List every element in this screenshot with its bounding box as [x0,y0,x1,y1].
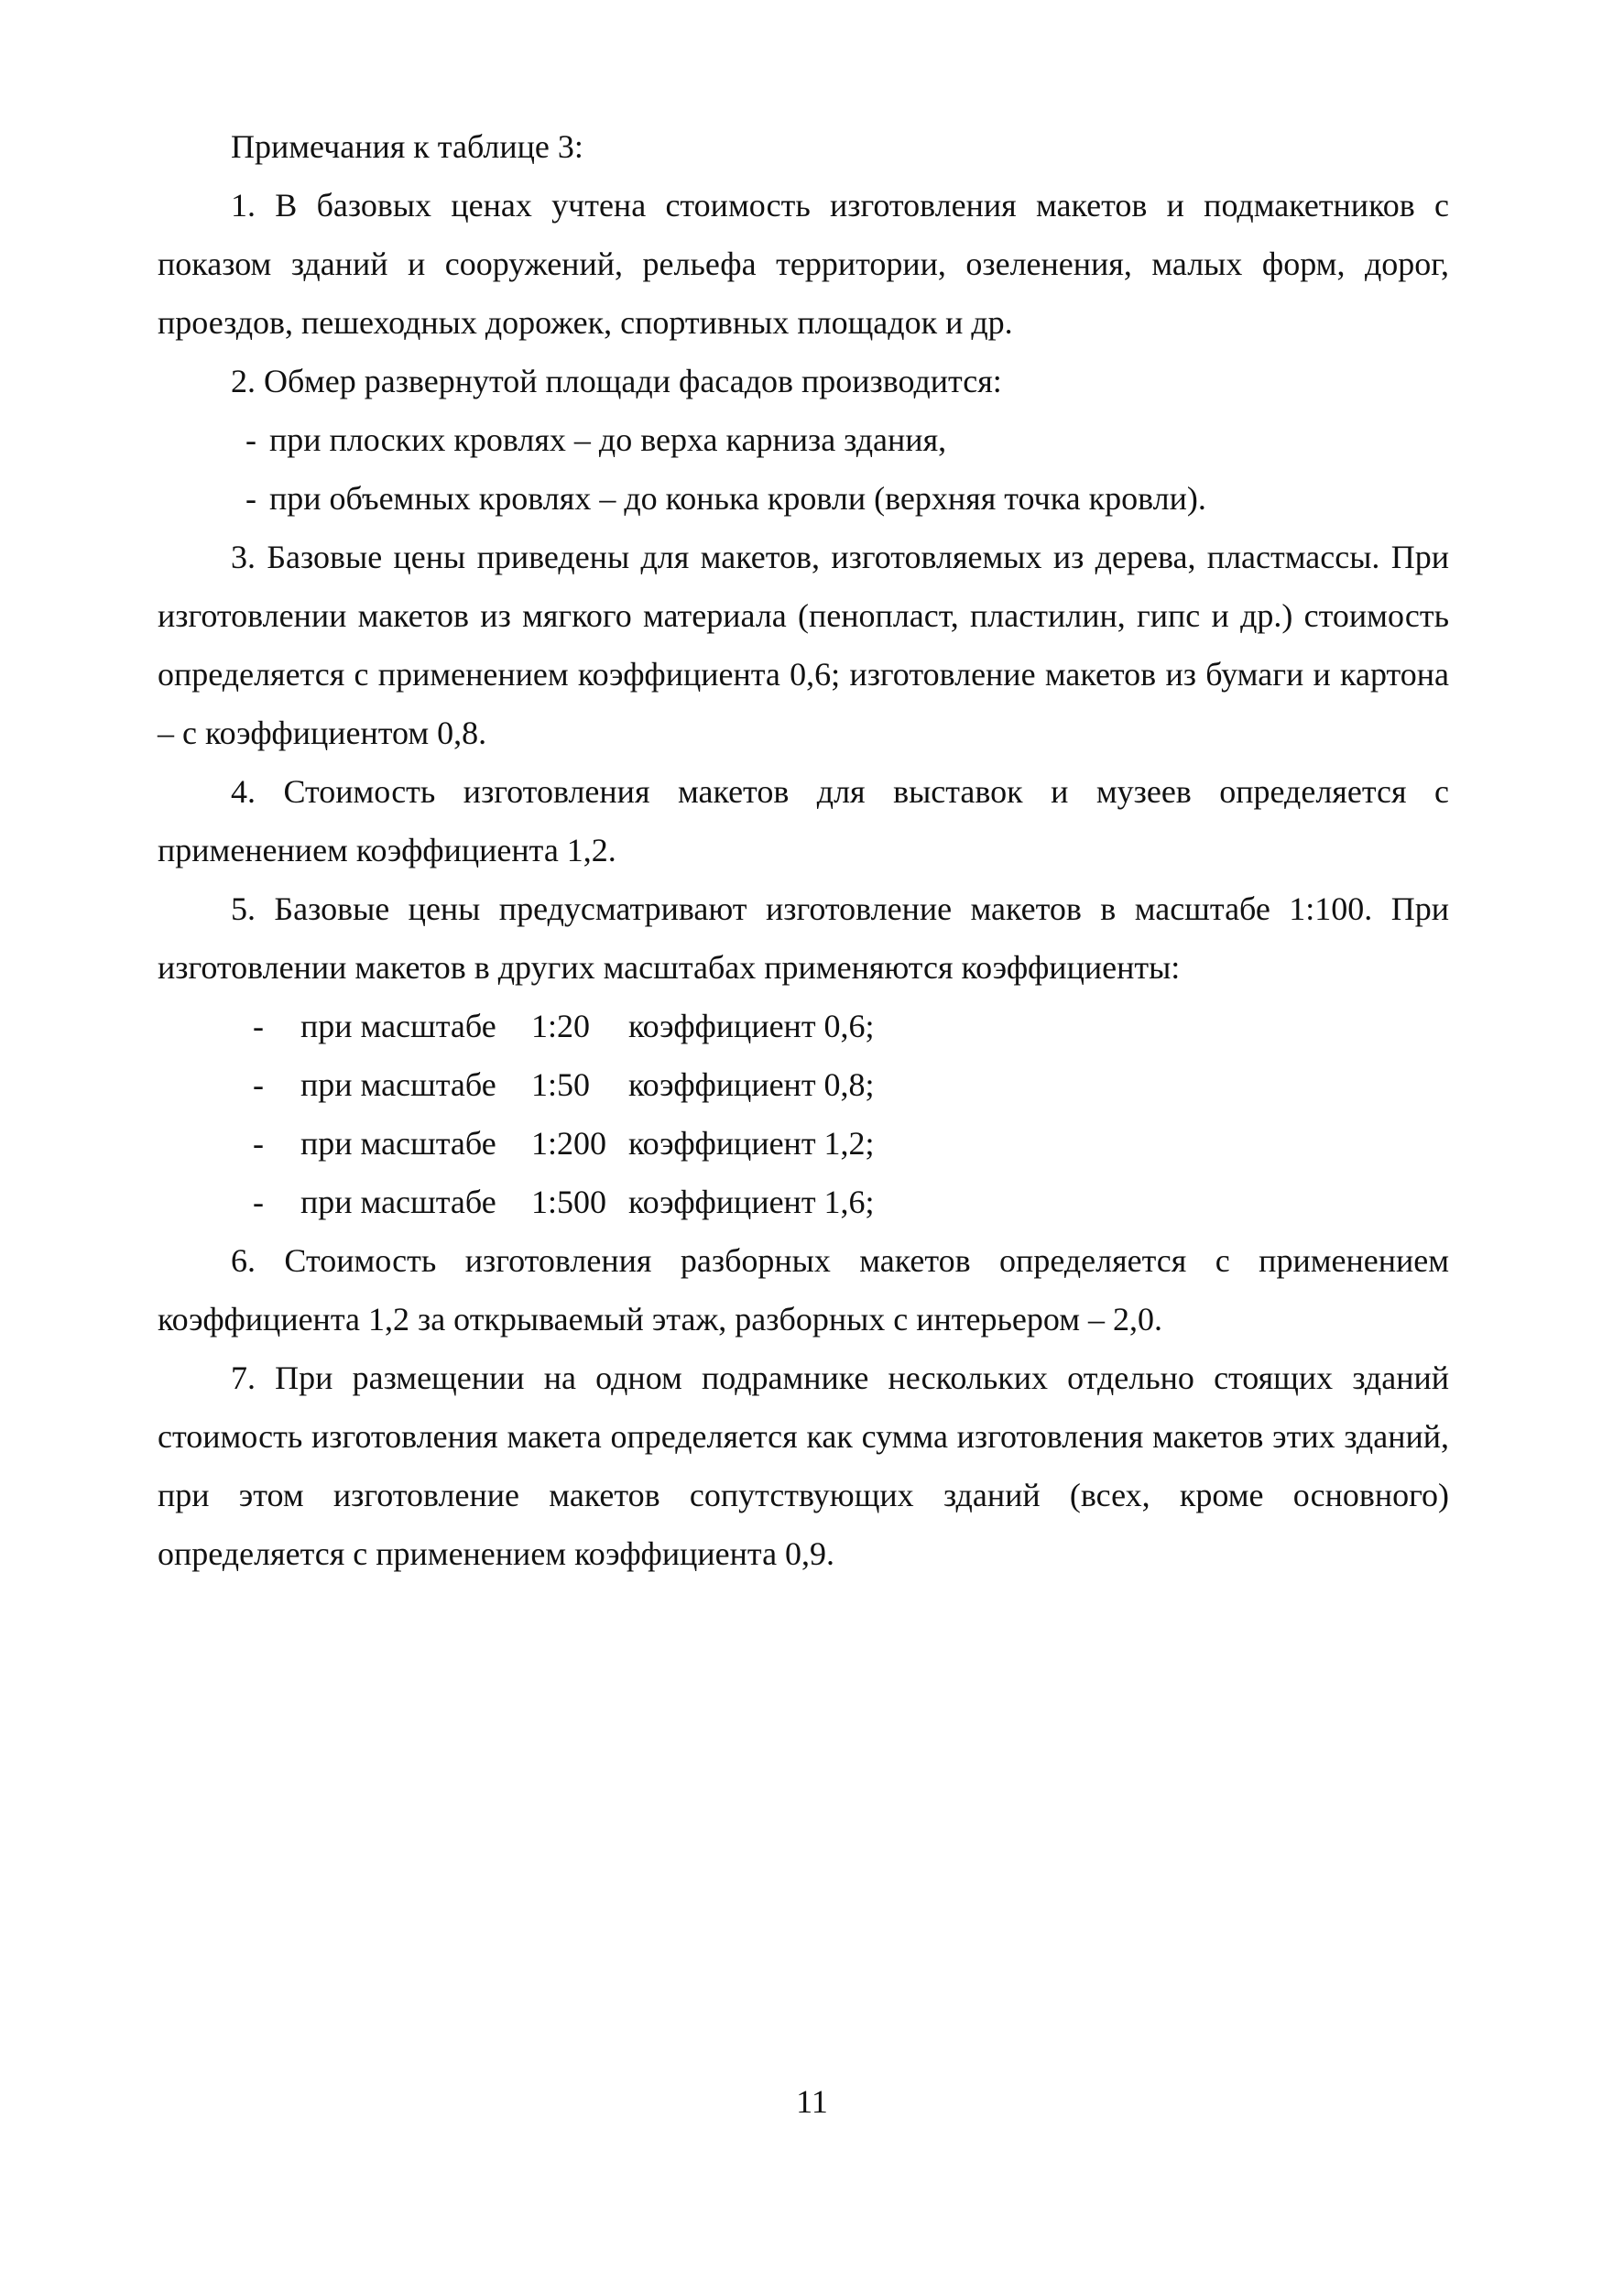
roof-item-text: при объемных кровлях – до конька кровли (верхняя точка кровли). [269,480,1206,517]
dash-marker: - [253,1066,264,1103]
note-4: 4. Стоимость изготовления макетов для выставок и музеев определяется с применением коэффициента 1,2. [158,773,1449,868]
scale-lead: при масштабе [300,1066,496,1103]
dash-marker: - [253,1125,264,1162]
scale-item-1-50 [253,1055,1449,1114]
scale-lead: при масштабе [300,1125,496,1162]
scale-coefficient: коэффициент 0,8; [628,1066,875,1103]
scale-coefficient: коэффициент 1,6; [628,1184,875,1220]
roof-item-text: при плоских кровлях – до верха карниза здания, [269,421,947,458]
dash-marker: - [245,421,256,458]
dash-marker: - [245,480,256,517]
scale-ratio: 1:500 [531,1184,607,1220]
note-7: 7. При размещении на одном подрамнике нескольких отдельно стоящих зданий стоимость изготовления макета определяется как сумма изготовления макетов этих зданий, при этом изготовление макетов сопутствующих зданий (всех, кроме основного) определяется с применением коэффициента 0,9. [158,1359,1449,1572]
notes-heading: Примечания к таблице 3: [231,128,583,165]
note-6: 6. Стоимость изготовления разборных макетов определяется с применением коэффициента 1,2 за открываемый этаж, разборных с интерьером – 2,0. [158,1242,1449,1337]
scale-item-1-200 [253,1114,1449,1173]
scale-item-1-20 [253,997,1449,1055]
scale-lead: при масштабе [300,1008,496,1044]
scale-item-1-500 [253,1173,1449,1231]
note-2: 2. Обмер развернутой площади фасадов производится: [231,363,1002,399]
roof-item-volume [245,469,1449,528]
scale-coefficient: коэффициент 1,2; [628,1125,875,1162]
dash-marker: - [253,1008,264,1044]
scale-ratio: 1:20 [531,1008,591,1044]
roof-item-flat [245,410,1449,469]
note-5: 5. Базовые цены предусматривают изготовление макетов в масштабе 1:100. При изготовлении макетов в других масштабах применяются коэффициенты: [158,890,1449,986]
scale-ratio: 1:50 [531,1066,591,1103]
scale-coefficient: коэффициент 0,6; [628,1008,875,1044]
scale-ratio: 1:200 [531,1125,607,1162]
note-1: 1. В базовых ценах учтена стоимость изготовления макетов и подмакетников с показом зданий и сооружений, рельефа территории, озеленения, малых форм, дорог, проездов, пешеходных дорожек, спортивных площадок и др. [158,187,1449,341]
note-3: 3. Базовые цены приведены для макетов, изготовляемых из дерева, пластмассы. При изготовлении макетов из мягкого материала (пенопласт, пластилин, гипс и др.) стоимость определяется с применением коэффициента 0,6; изготовление макетов из бумаги и картона – с коэффициентом 0,8. [158,539,1449,751]
document-body [158,117,1449,1583]
dash-marker: - [253,1184,264,1220]
scale-lead: при масштабе [300,1184,496,1220]
page-number: 11 [796,2083,828,2120]
